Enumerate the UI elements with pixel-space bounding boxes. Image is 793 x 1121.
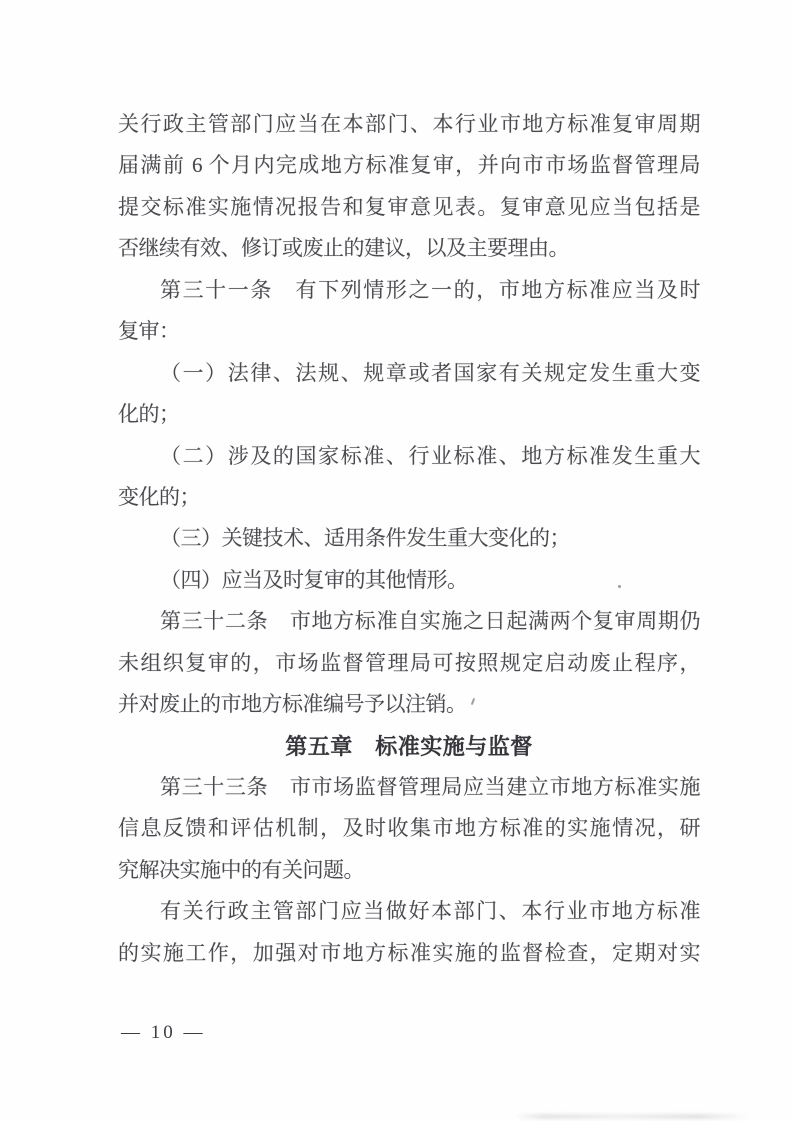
list-item-1-line: （一）法律、法规、规章或者国家有关规定发生重大变 bbox=[160, 360, 700, 385]
body-text-line: 未组织复审的，市场监督管理局可按照规定启动废止程序， bbox=[118, 650, 700, 675]
scan-smudge-artifact bbox=[515, 1114, 750, 1119]
article-32-line: 第三十二条 市地方标准自实施之日起满两个复审周期仍 bbox=[160, 609, 700, 634]
body-text-line: 届满前 6 个月内完成地方标准复审，并向市市场监督管理局 bbox=[118, 153, 700, 178]
document-text-block bbox=[118, 104, 700, 974]
list-item-3-line: （三）关键技术、适用条件发生重大变化的； bbox=[160, 526, 570, 551]
body-text-line: 提交标准实施情况报告和复审意见表。复审意见应当包括是 bbox=[118, 194, 700, 219]
list-item-2-line: （二）涉及的国家标准、行业标准、地方标准发生重大 bbox=[160, 443, 700, 468]
chapter-heading: 第五章 标准实施与监督 bbox=[285, 733, 533, 759]
ink-speck-artifact bbox=[618, 585, 621, 588]
body-text-line: 的实施工作，加强对市地方标准实施的监督检查，定期对实 bbox=[118, 940, 700, 965]
body-text-line: 否继续有效、修订或废止的建议，以及主要理由。 bbox=[118, 236, 569, 261]
body-text-line: 复审： bbox=[118, 319, 180, 344]
article-33-line: 第三十三条 市市场监督管理局应当建立市地方标准实施 bbox=[160, 775, 700, 799]
body-text-line: 关行政主管部门应当在本部门、本行业市地方标准复审周期 bbox=[118, 112, 700, 136]
page-number: — 10 — bbox=[121, 1022, 206, 1043]
body-text-line: 并对废止的市地方标准编号予以注销。 bbox=[118, 692, 467, 717]
body-text-line: 变化的； bbox=[118, 484, 200, 509]
body-text-line: 信息反馈和评估机制，及时收集市地方标准的实施情况，研 bbox=[118, 816, 700, 841]
article-31-line: 第三十一条 有下列情形之一的，市地方标准应当及时 bbox=[160, 277, 700, 302]
body-text-line: 化的； bbox=[118, 402, 180, 427]
body-text-line: 究解决实施中的有关问题。 bbox=[118, 857, 364, 882]
list-item-4-line: （四）应当及时复审的其他情形。 bbox=[160, 567, 468, 592]
body-text-line: 有关行政主管部门应当做好本部门、本行业市地方标准 bbox=[160, 899, 700, 924]
